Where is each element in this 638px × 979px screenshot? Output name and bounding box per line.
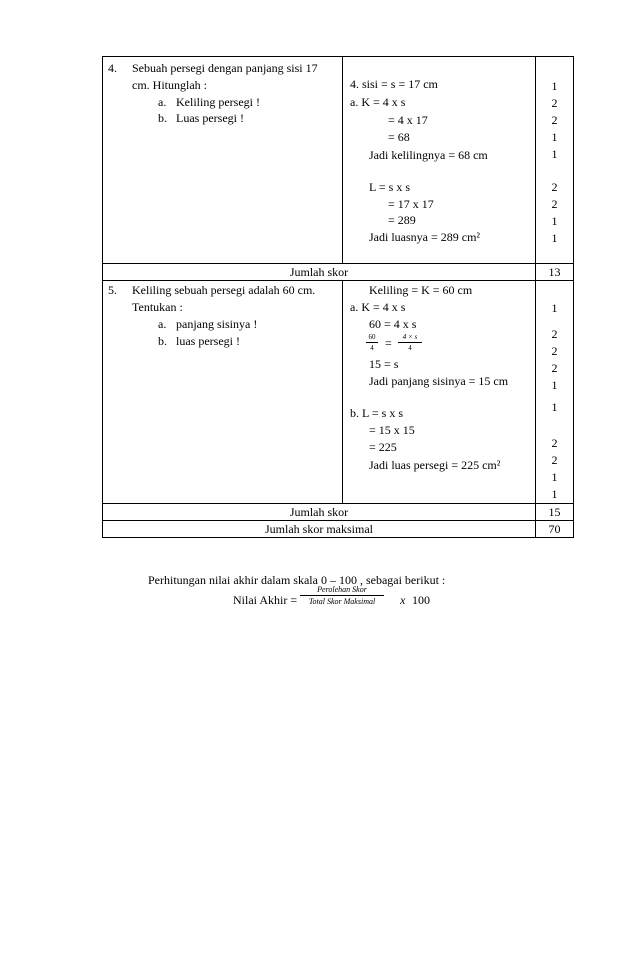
answer-line: = 68 (388, 130, 410, 144)
formula-factor: 100 (412, 593, 430, 607)
answer-line: 60 = 4 x s (369, 317, 417, 331)
answer-line: Jadi luas persegi = 225 cm² (369, 458, 501, 472)
answer-line: 4. sisi = s = 17 cm (350, 77, 438, 91)
total-score-label: Jumlah skor (289, 265, 349, 279)
fraction-denominator: 4 (370, 344, 374, 352)
fraction-bar (300, 595, 384, 596)
answer-line: 15 = s (369, 357, 399, 371)
answer-line: a. K = 4 x s (350, 95, 406, 109)
answer-line: = 4 x 17 (388, 113, 428, 127)
question-number: 5. (108, 283, 117, 297)
answer-line: Jadi luasnya = 289 cm² (369, 230, 481, 244)
table-border-top (102, 56, 574, 57)
answer-line: = 15 x 15 (369, 423, 415, 437)
formula-fraction (300, 585, 384, 606)
answer-line: L = s x s (369, 180, 410, 194)
score-value: 2 (551, 361, 558, 375)
table-row-divider (102, 263, 574, 264)
question-number: 4. (108, 61, 117, 75)
sub-question-label: b. (158, 111, 167, 125)
score-value: 1 (551, 470, 558, 484)
table-border-left (102, 56, 103, 538)
question-text: Sebuah persegi dengan panjang sisi 17 (132, 61, 318, 75)
question-text: Tentukan : (132, 300, 183, 314)
fraction-numerator: 4 × s (402, 333, 418, 341)
score-value: 1 (551, 147, 558, 161)
answer-line: b. L = s x s (350, 406, 403, 420)
fraction-bar (366, 342, 378, 343)
answer-line: = 289 (388, 213, 416, 227)
table-divider-col1 (342, 280, 343, 503)
max-score-label: Jumlah skor maksimal (265, 522, 373, 536)
sub-question-label: b. (158, 334, 167, 348)
answer-line: Jadi kelilingnya = 68 cm (369, 148, 488, 162)
table-divider-col1 (342, 56, 343, 263)
sub-question-label: a. (158, 317, 167, 331)
score-value: 1 (551, 214, 558, 228)
table-row-divider (102, 280, 574, 281)
answer-line: = 225 (369, 440, 397, 454)
question-text: cm. Hitunglah : (132, 78, 207, 92)
total-score-value: 15 (548, 505, 561, 519)
answer-line: Keliling = K = 60 cm (369, 283, 473, 297)
score-value: 2 (551, 180, 558, 194)
score-value: 1 (551, 378, 558, 392)
score-value: 2 (551, 327, 558, 341)
formula-multiply: x (400, 593, 406, 607)
answer-line: a. K = 4 x s (350, 300, 406, 314)
score-value: 1 (551, 79, 558, 93)
total-score-value: 13 (548, 265, 561, 279)
answer-line: Jadi panjang sisinya = 15 cm (369, 374, 509, 388)
score-value: 2 (551, 96, 558, 110)
table-row-divider (102, 503, 574, 504)
answer-line: = (385, 336, 392, 350)
sub-question-text: Keliling persegi ! (176, 95, 260, 109)
fraction-right (398, 333, 422, 352)
formula-label: Nilai Akhir = (233, 593, 298, 607)
score-value: 2 (551, 436, 558, 450)
sub-question-text: luas persegi ! (176, 334, 240, 348)
score-value: 1 (551, 301, 558, 315)
total-score-label: Jumlah skor (289, 505, 349, 519)
sub-question-label: a. (158, 95, 167, 109)
score-value: 2 (551, 453, 558, 467)
fraction-denominator: 4 (408, 344, 412, 352)
max-score-value: 70 (548, 522, 561, 536)
question-text: Keliling sebuah persegi adalah 60 cm. (132, 283, 316, 297)
score-value: 1 (551, 400, 558, 414)
calculation-intro: Perhitungan nilai akhir dalam skala 0 – 100 , sebagai berikut : (148, 573, 446, 587)
fraction-numerator: 60 (368, 333, 376, 341)
score-value: 1 (551, 130, 558, 144)
score-value: 1 (551, 487, 558, 501)
score-value: 2 (551, 197, 558, 211)
score-value: 2 (551, 113, 558, 127)
score-value: 1 (551, 231, 558, 245)
formula-denominator: Total Skor Maksimal (308, 597, 376, 606)
sub-question-text: panjang sisinya ! (176, 317, 258, 331)
score-value: 2 (551, 344, 558, 358)
formula-numerator: Perolehan Skor (317, 585, 367, 594)
answer-line: = 17 x 17 (388, 197, 434, 211)
sub-question-text: Luas persegi ! (176, 111, 244, 125)
fraction-bar (398, 342, 422, 343)
table-border-right (573, 56, 574, 538)
table-row-divider (102, 520, 574, 521)
fraction-left (366, 333, 378, 352)
table-border-bottom (102, 537, 574, 538)
